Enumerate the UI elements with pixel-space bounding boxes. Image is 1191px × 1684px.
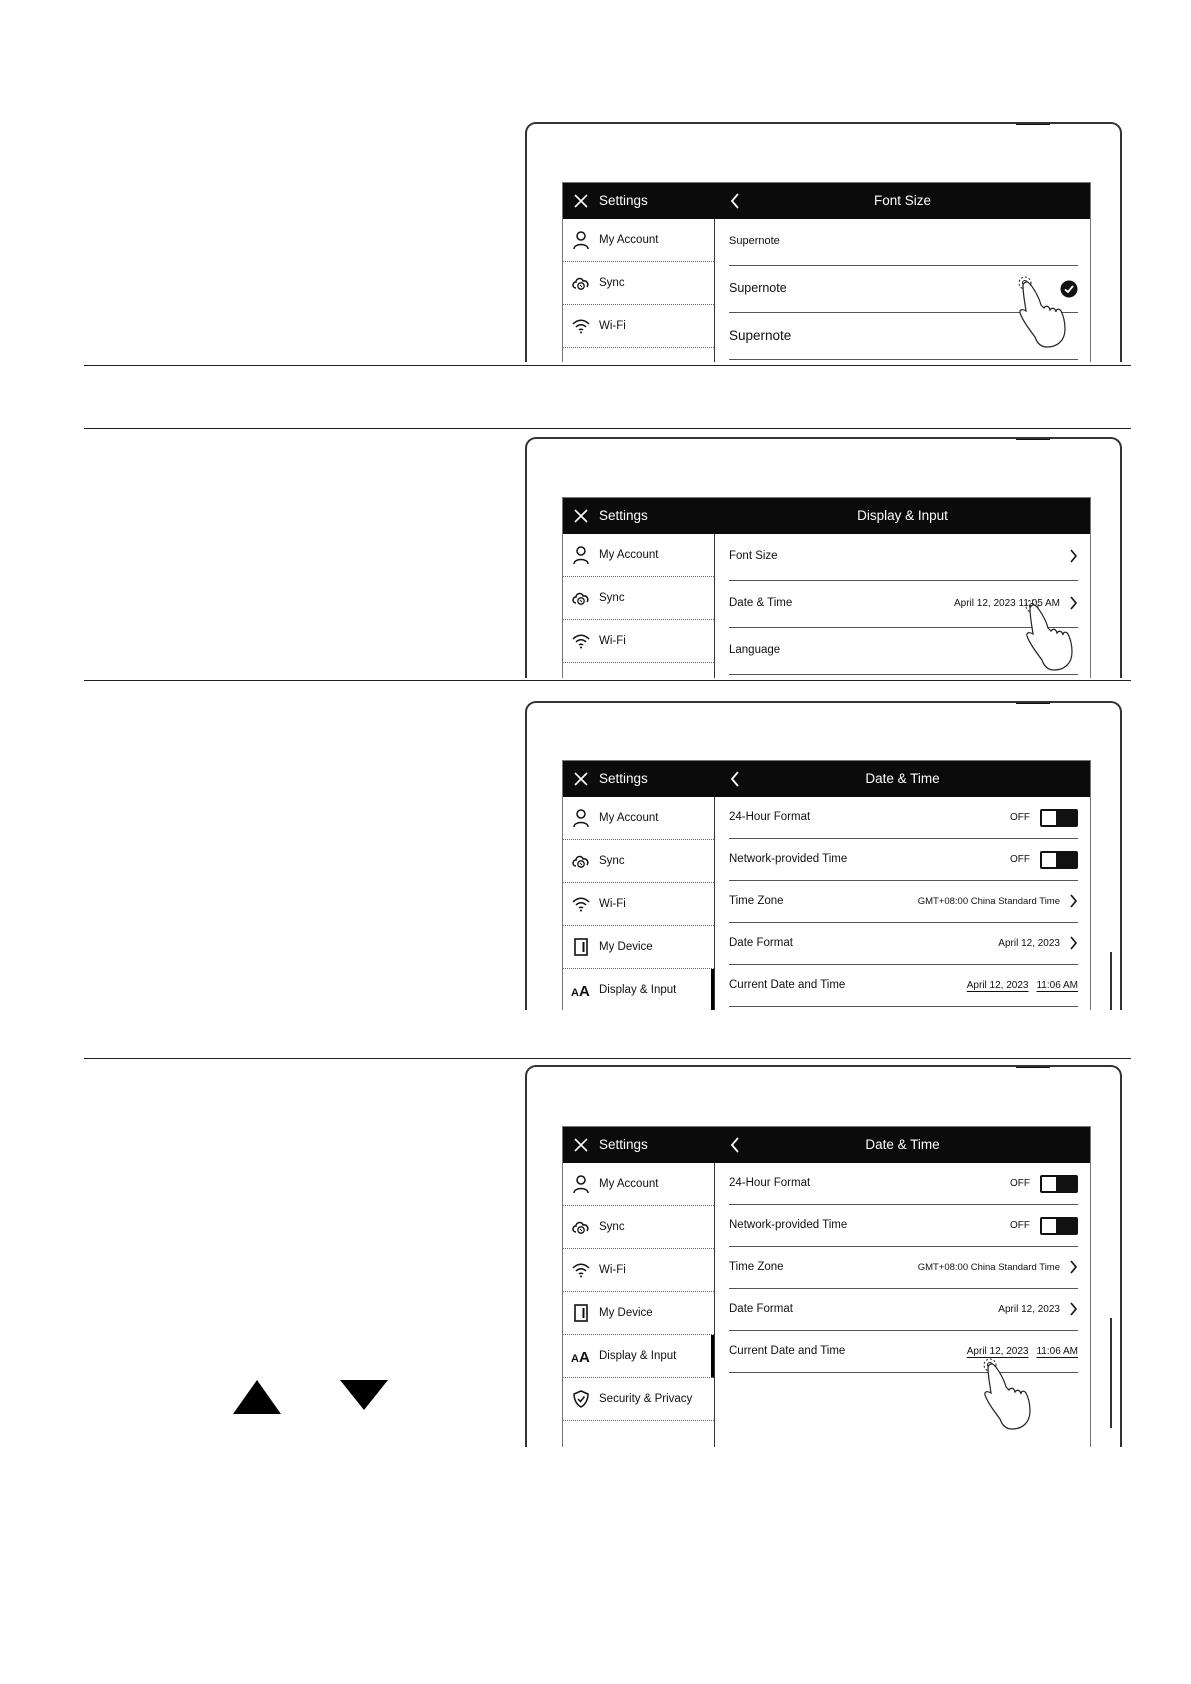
sidebar-item-my-account[interactable] [563,534,714,577]
toggle-knob [1042,1219,1056,1233]
sidebar-item-label: Display & Input [599,984,677,996]
power-button [1016,122,1050,125]
tap-hand-icon [1015,275,1071,351]
time-zone-value: GMT+08:00 China Standard Time [917,896,1060,907]
person-icon [571,1174,591,1194]
date-format-value: April 12, 2023 [998,1304,1060,1315]
wifi-icon [571,1260,591,1280]
24-hour-format-row [729,1163,1078,1205]
24-hour-format-toggle[interactable] [1040,809,1078,827]
chevron-right-icon [1069,936,1078,950]
row-label: 24-Hour Format [729,811,811,823]
option-label: Supernote [729,281,787,295]
sidebar-item-label: My Device [599,1307,653,1319]
page-title: Date & Time [865,771,940,786]
close-icon[interactable] [573,1137,589,1153]
network-time-toggle[interactable] [1040,851,1078,869]
sidebar-item-label: Wi-Fi [599,1264,626,1276]
toggle-state: OFF [1010,812,1030,823]
settings-title: Settings [599,193,648,208]
cloud-sync-icon [571,273,591,293]
person-icon [571,545,591,565]
sidebar-item-label: My Account [599,1178,659,1190]
triangle-down-icon [338,1378,390,1412]
device-frame-date-time [525,701,1122,1010]
cloud-sync-icon [571,851,591,871]
time-zone-value: GMT+08:00 China Standard Time [917,1262,1060,1273]
row-label: Current Date and Time [729,1345,846,1357]
current-time-link[interactable]: 11:06 AM [1036,1346,1078,1357]
power-button [1016,437,1050,440]
date-time-value: April 12, 2023 11:05 AM [954,598,1060,609]
network-time-row [729,839,1078,881]
toggle-knob [1042,853,1056,867]
sidebar-item-label: My Account [599,812,659,824]
wifi-icon [571,316,591,336]
settings-screen [562,760,1091,1010]
person-icon [571,808,591,828]
device-frame-date-time-tap [525,1065,1122,1447]
current-date-link[interactable]: April 12, 2023 [966,980,1029,991]
tablet-icon [571,937,591,957]
sidebar-item-sync[interactable] [563,262,714,305]
sidebar-item-sync[interactable] [563,577,714,620]
divider-2 [84,428,1131,429]
sidebar-item-label: Wi-Fi [599,320,626,332]
person-icon [571,230,591,250]
chevron-right-icon [1069,1302,1078,1316]
sidebar-item-sync[interactable] [563,840,714,883]
wifi-icon [571,894,591,914]
date-format-value: April 12, 2023 [998,938,1060,949]
font-size-icon [571,980,591,1000]
device-frame-font-size [525,122,1122,362]
time-zone-row[interactable] [729,881,1078,923]
row-label: Current Date and Time [729,979,846,991]
chevron-right-icon [1069,1260,1078,1274]
option-label: Supernote [729,235,780,247]
date-format-row[interactable] [729,923,1078,965]
row-label: Date Format [729,937,793,949]
sidebar-item-label: My Account [599,234,659,246]
sidebar-item-wifi[interactable] [563,305,714,348]
sidebar-item-label: Wi-Fi [599,898,626,910]
24-hour-format-row [729,797,1078,839]
sidebar-item-label: Sync [599,1221,625,1233]
tap-hand-icon [1022,598,1078,674]
current-time-link[interactable]: 11:06 AM [1036,980,1078,991]
sidebar-item-display-input[interactable] [563,1335,714,1378]
date-time-list [715,797,1090,1010]
sidebar-item-wifi[interactable] [563,620,714,663]
current-date-time-value [959,965,1078,1006]
time-zone-row[interactable] [729,1247,1078,1289]
sidebar-item-label: Sync [599,855,625,867]
option-label: Supernote [729,328,792,343]
font-size-row[interactable] [729,534,1078,581]
chevron-right-icon [1069,894,1078,908]
shield-check-icon [571,1389,591,1409]
power-button [1016,1065,1050,1068]
toggle-state: OFF [1010,854,1030,865]
sidebar-item-my-device[interactable] [563,1292,714,1335]
cloud-sync-icon [571,588,591,608]
divider-3 [84,680,1131,681]
row-label: Time Zone [729,1261,784,1273]
page-title: Date & Time [865,1137,940,1152]
scrollbar[interactable] [1110,952,1112,1010]
triangle-up-icon [231,1378,283,1416]
sidebar-item-my-account[interactable] [563,219,714,262]
current-date-time-row [729,965,1078,1007]
page-title: Display & Input [857,508,948,523]
sidebar-item-label: My Account [599,549,659,561]
sidebar-item-sync[interactable] [563,1206,714,1249]
24-hour-format-toggle[interactable] [1040,1175,1078,1193]
network-time-row [729,1205,1078,1247]
settings-sidebar [563,534,715,678]
sidebar-item-wifi[interactable] [563,1249,714,1292]
settings-screen [562,1126,1091,1447]
date-format-row[interactable] [729,1289,1078,1331]
divider-4 [84,1058,1131,1059]
device-frame-display-input [525,437,1122,678]
sidebar-item-label: Sync [599,592,625,604]
sidebar-item-wifi[interactable] [563,883,714,926]
tap-hand-icon [980,1357,1036,1433]
page-title: Font Size [873,193,932,208]
sidebar-item-my-device[interactable] [563,926,714,969]
settings-sidebar [563,219,715,362]
sidebar-item-my-account[interactable] [563,797,714,840]
title-bar [563,1127,1090,1163]
chevron-right-icon [1069,549,1078,563]
title-bar [563,761,1090,797]
settings-title: Settings [599,771,648,786]
cloud-sync-icon [571,1217,591,1237]
close-icon[interactable] [573,771,589,787]
font-size-option-small[interactable] [729,219,1078,266]
settings-sidebar [563,1163,715,1447]
font-size-icon [571,1346,591,1366]
sidebar-item-label: Display & Input [599,1350,677,1362]
sidebar-item-label: Wi-Fi [599,635,626,647]
row-label: Date Format [729,1303,793,1315]
toggle-state: OFF [1010,1178,1030,1189]
sidebar-item-display-input[interactable] [563,969,714,1010]
row-label: Network-provided Time [729,1219,848,1231]
toggle-state: OFF [1010,1220,1030,1231]
row-label: Network-provided Time [729,853,848,865]
row-label: 24-Hour Format [729,1177,811,1189]
toggle-knob [1042,1177,1056,1191]
sidebar-item-security-privacy[interactable] [563,1378,714,1421]
settings-screen [562,182,1091,362]
settings-title: Settings [599,1137,648,1152]
divider-1 [84,365,1131,366]
title-bar [563,498,1090,534]
close-icon[interactable] [573,193,589,209]
power-button [1016,701,1050,704]
sidebar-item-label: Sync [599,277,625,289]
wifi-icon [571,631,591,651]
settings-sidebar [563,797,715,1010]
sidebar-item-label: Security & Privacy [599,1393,693,1405]
row-label: Font Size [729,550,778,562]
network-time-toggle[interactable] [1040,1217,1078,1235]
toggle-knob [1042,811,1056,825]
row-label: Date & Time [729,597,793,609]
close-icon[interactable] [573,508,589,524]
sidebar-item-my-account[interactable] [563,1163,714,1206]
row-label: Language [729,644,781,656]
settings-title: Settings [599,508,648,523]
tablet-icon [571,1303,591,1323]
current-date-link[interactable]: April 12, 2023 [966,1346,1029,1357]
sidebar-item-label: My Device [599,941,653,953]
settings-screen [562,497,1091,678]
row-label: Time Zone [729,895,784,907]
scrollbar[interactable] [1110,1318,1112,1428]
title-bar [563,183,1090,219]
